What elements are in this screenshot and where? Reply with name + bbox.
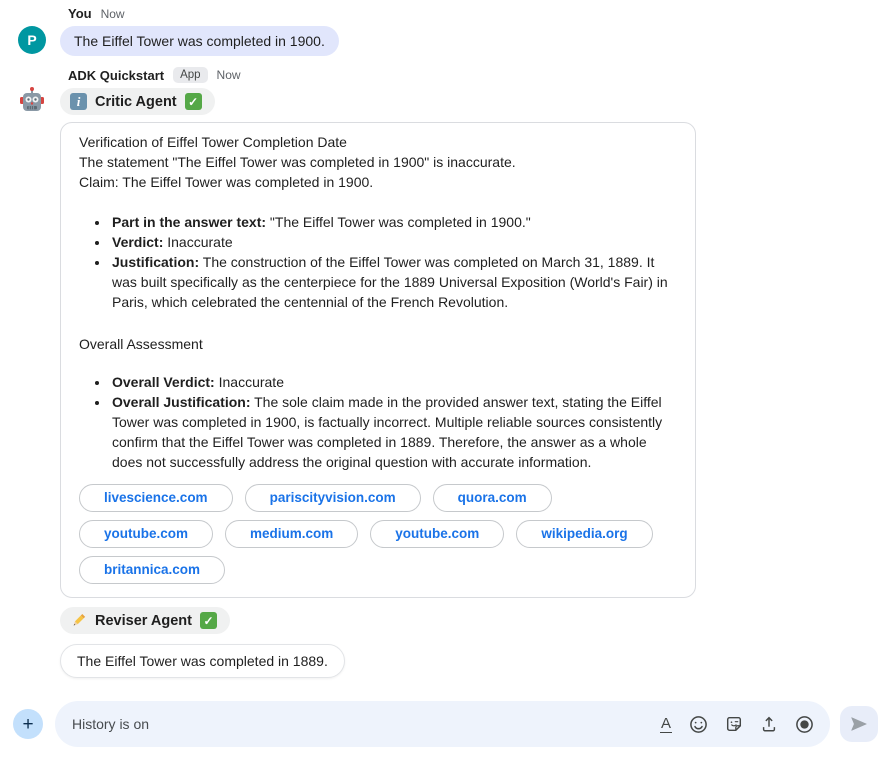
claim-bullet: • Justification: The construction of the Eiffel Tower was completed on March 31, 1889. It was built specifically as the centerpiece for the 1889 Universal Exposition (World's Fair) in Paris, which celebrated the centennial of the French Revolution. bbox=[110, 252, 677, 312]
message-composer bbox=[0, 701, 891, 747]
format-text-icon[interactable]: A bbox=[660, 714, 671, 732]
card-intro-line: Claim: The Eiffel Tower was completed in 1900. bbox=[79, 174, 374, 190]
bot-message-header bbox=[68, 67, 891, 83]
source-chip-list bbox=[79, 484, 679, 584]
claim-bullet: • Part in the answer text: "The Eiffel Tower was completed in 1900." bbox=[110, 212, 677, 232]
bot-sender-name: ADK Quickstart bbox=[68, 67, 165, 83]
reviser-final-message: The Eiffel Tower was completed in 1889. bbox=[60, 644, 345, 678]
composer-icon-group bbox=[660, 715, 814, 734]
card-intro-line: Verification of Eiffel Tower Completion Date bbox=[79, 134, 347, 150]
bot-message-row bbox=[18, 88, 891, 678]
critic-verification-card bbox=[60, 122, 696, 598]
reviser-agent-label: Reviser Agent bbox=[95, 612, 192, 629]
source-chip[interactable]: britannica.com bbox=[79, 556, 225, 584]
user-message-bubble: The Eiffel Tower was completed in 1900. bbox=[60, 26, 339, 56]
user-message-time: Now bbox=[100, 6, 125, 21]
card-intro-line: The statement "The Eiffel Tower was completed in 1900" is inaccurate. bbox=[79, 154, 516, 170]
add-button[interactable]: + bbox=[13, 709, 43, 739]
sticker-icon[interactable] bbox=[725, 715, 743, 733]
upload-icon[interactable] bbox=[760, 715, 778, 733]
source-chip[interactable]: medium.com bbox=[225, 520, 358, 548]
bot-message-time: Now bbox=[216, 68, 241, 82]
source-chip[interactable]: youtube.com bbox=[370, 520, 504, 548]
user-message-row bbox=[18, 26, 891, 56]
user-sender-name: You bbox=[68, 6, 92, 21]
send-icon bbox=[849, 714, 869, 734]
source-chip[interactable]: pariscityvision.com bbox=[245, 484, 421, 512]
overall-assessment-heading: Overall Assessment bbox=[79, 336, 203, 352]
overall-bullet-list bbox=[79, 372, 677, 472]
check-icon: ✓ bbox=[200, 612, 217, 629]
critic-agent-label: Critic Agent bbox=[95, 93, 177, 110]
source-chip[interactable]: wikipedia.org bbox=[516, 520, 652, 548]
pencil-icon bbox=[70, 612, 87, 629]
reviser-agent-pill bbox=[60, 607, 230, 634]
emoji-icon[interactable] bbox=[689, 715, 708, 734]
bot-message-column bbox=[60, 88, 696, 678]
record-icon[interactable] bbox=[795, 715, 814, 734]
info-icon: i bbox=[70, 93, 87, 110]
message-input[interactable] bbox=[55, 701, 830, 747]
input-placeholder: History is on bbox=[72, 716, 150, 732]
claim-bullet-list bbox=[79, 212, 677, 312]
reviser-pill-wrap bbox=[60, 607, 230, 634]
robot-avatar bbox=[18, 88, 46, 116]
avatar: P bbox=[18, 26, 46, 54]
overall-bullet: • Overall Justification: The sole claim made in the provided answer text, stating the Eiffel Tower was completed in 1900, is factually incorrect. Multiple reliable sources consistently confirm that the Eiffel Tower was completed in 1889. Therefore, the answer as a whole does not successfully address the original question with accurate information. bbox=[110, 392, 677, 472]
app-badge: App bbox=[173, 67, 207, 83]
source-chip[interactable]: livescience.com bbox=[79, 484, 233, 512]
source-chip[interactable]: quora.com bbox=[433, 484, 552, 512]
check-icon: ✓ bbox=[185, 93, 202, 110]
robot-icon bbox=[18, 86, 46, 119]
overall-bullet: • Overall Verdict: Inaccurate bbox=[110, 372, 677, 392]
send-button[interactable] bbox=[840, 706, 878, 742]
critic-agent-pill bbox=[60, 88, 215, 115]
source-chip[interactable]: youtube.com bbox=[79, 520, 213, 548]
claim-bullet: • Verdict: Inaccurate bbox=[110, 232, 677, 252]
user-message-header bbox=[68, 6, 891, 21]
